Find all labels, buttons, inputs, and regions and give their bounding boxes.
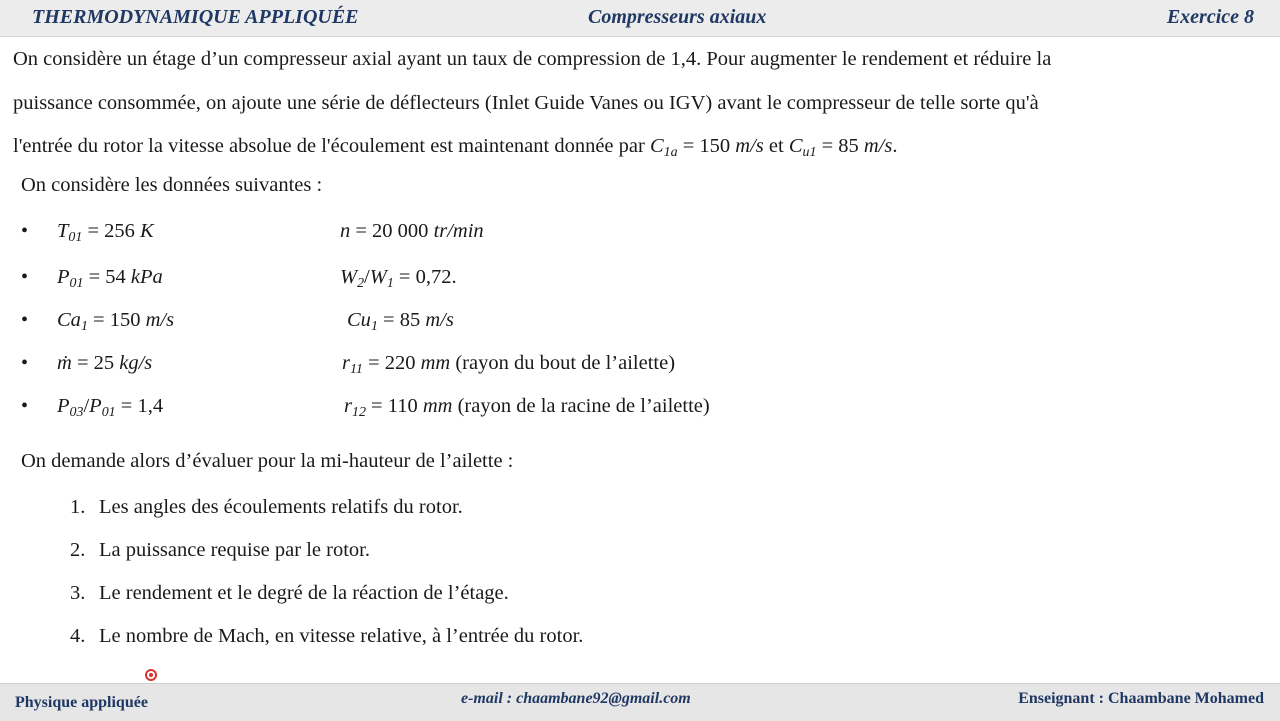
symbol: ṁ	[57, 352, 72, 374]
unit: m/s	[145, 309, 175, 331]
data-n	[340, 220, 484, 243]
question-text: La puissance requise par le rotor.	[99, 539, 370, 561]
c1a-subscript: 1a	[663, 144, 678, 160]
data-w-ratio	[340, 266, 457, 289]
data-row-2	[0, 266, 1280, 296]
subscript: 01	[101, 404, 116, 420]
subscript: 1	[386, 275, 394, 291]
bullet: •	[21, 309, 29, 331]
value: = 1,4	[115, 395, 164, 417]
symbol: W	[340, 266, 358, 288]
symbol: Ca	[57, 309, 81, 331]
unit: m/s	[425, 309, 454, 331]
question-3	[70, 582, 509, 605]
exercise-number: Exercice 8	[1166, 6, 1254, 28]
cu1-unit: m/s	[863, 135, 893, 157]
value: = 54	[83, 266, 131, 288]
pointer-cursor-icon	[145, 669, 157, 681]
data-mass-flow	[57, 352, 152, 375]
question-2	[70, 539, 370, 562]
question-number: 3.	[70, 582, 86, 604]
value: = 0,72.	[393, 266, 457, 288]
data-row-3	[0, 309, 1280, 339]
note: (rayon du bout de l’ailette)	[450, 352, 676, 374]
unit: K	[140, 220, 154, 242]
statement-line-3-text: l'entrée du rotor la vitesse absolue de l'écoulement est maintenant donnée par	[13, 135, 645, 157]
unit: mm	[422, 395, 453, 417]
data-r11	[342, 352, 675, 375]
statement-line-2: puissance consommée, on ajoute une série de déflecteurs (Inlet Guide Vanes ou IGV) avant le compresseur de telle sorte qu'à	[13, 91, 1039, 114]
subscript: 12	[351, 404, 366, 420]
subscript: 01	[69, 275, 84, 291]
footer-bar	[0, 683, 1280, 721]
data-t01	[57, 220, 154, 243]
cu1-subscript: u1	[802, 144, 817, 160]
value: = 220	[362, 352, 421, 374]
value: = 20 000	[350, 220, 434, 242]
symbol: W	[369, 266, 387, 288]
c1a-symbol: C	[649, 135, 664, 157]
question-number: 4.	[70, 625, 86, 647]
data-intro: On considère les données suivantes :	[21, 174, 323, 196]
subscript: 1	[80, 318, 88, 334]
c1a-unit: m/s	[735, 135, 764, 157]
symbol: P	[57, 266, 70, 288]
symbol: r	[342, 352, 350, 374]
statement-end: .	[892, 135, 898, 157]
statement-line-3	[13, 125, 1253, 169]
footer-email: e-mail : chaambane92@gmail.com	[461, 690, 691, 707]
subscript: 11	[349, 361, 363, 377]
slash: /	[83, 395, 90, 417]
slash: /	[364, 266, 370, 288]
cu1-symbol: C	[788, 135, 803, 157]
symbol: Cu	[347, 309, 371, 331]
unit: kg/s	[119, 352, 153, 374]
bullet: •	[21, 220, 29, 242]
value: = 150	[87, 309, 146, 331]
statement-line-1: On considère un étage d’un compresseur axial ayant un taux de compression de 1,4. Pour augmenter le rendement et réduire la	[13, 48, 1052, 70]
footer-subject: Physique appliquée	[15, 694, 148, 711]
question-number: 1.	[70, 496, 86, 518]
bullet: •	[21, 266, 29, 288]
footer-teacher: Enseignant : Chaambane Mohamed	[1018, 690, 1264, 707]
data-p01	[57, 266, 163, 289]
question-text: Le nombre de Mach, en vitesse relative, à l’entrée du rotor.	[99, 625, 584, 647]
subscript: 01	[68, 229, 83, 245]
symbol: P	[57, 395, 70, 417]
data-row-5	[0, 395, 1280, 425]
unit: tr/min	[433, 220, 484, 242]
data-ca1	[57, 309, 174, 332]
value: = 85	[377, 309, 426, 331]
value: = 110	[365, 395, 423, 417]
question-4	[70, 625, 583, 648]
conjunction: et	[763, 135, 789, 157]
bullet: •	[21, 352, 29, 374]
data-cu1	[347, 309, 454, 332]
header-bar	[0, 0, 1280, 37]
course-title: THERMODYNAMIQUE APPLIQUÉE	[32, 6, 359, 28]
question-number: 2.	[70, 539, 86, 561]
symbol: T	[57, 220, 69, 242]
data-row-1	[0, 220, 1280, 250]
data-r12	[344, 395, 710, 418]
question-text: Les angles des écoulements relatifs du rotor.	[99, 496, 463, 518]
subscript: 2	[357, 275, 365, 291]
note: (rayon de la racine de l’ailette)	[452, 395, 710, 417]
symbol: n	[340, 220, 351, 242]
data-pressure-ratio	[57, 395, 163, 418]
bullet: •	[21, 395, 29, 417]
symbol: P	[89, 395, 102, 417]
question-intro: On demande alors d’évaluer pour la mi-hauteur de l’ailette :	[21, 450, 514, 472]
c1a-value: = 150	[677, 135, 736, 157]
problem-statement	[13, 38, 1253, 169]
subscript: 1	[370, 318, 378, 334]
chapter-title: Compresseurs axiaux	[588, 6, 767, 28]
symbol: r	[344, 395, 352, 417]
unit: kPa	[130, 266, 163, 288]
subscript: 03	[69, 404, 84, 420]
question-text: Le rendement et le degré de la réaction de l’étage.	[99, 582, 509, 604]
unit: mm	[420, 352, 451, 374]
data-row-4	[0, 352, 1280, 382]
question-1	[70, 496, 463, 519]
value: = 25	[71, 352, 120, 374]
value: = 256	[82, 220, 141, 242]
cu1-value: = 85	[816, 135, 864, 157]
